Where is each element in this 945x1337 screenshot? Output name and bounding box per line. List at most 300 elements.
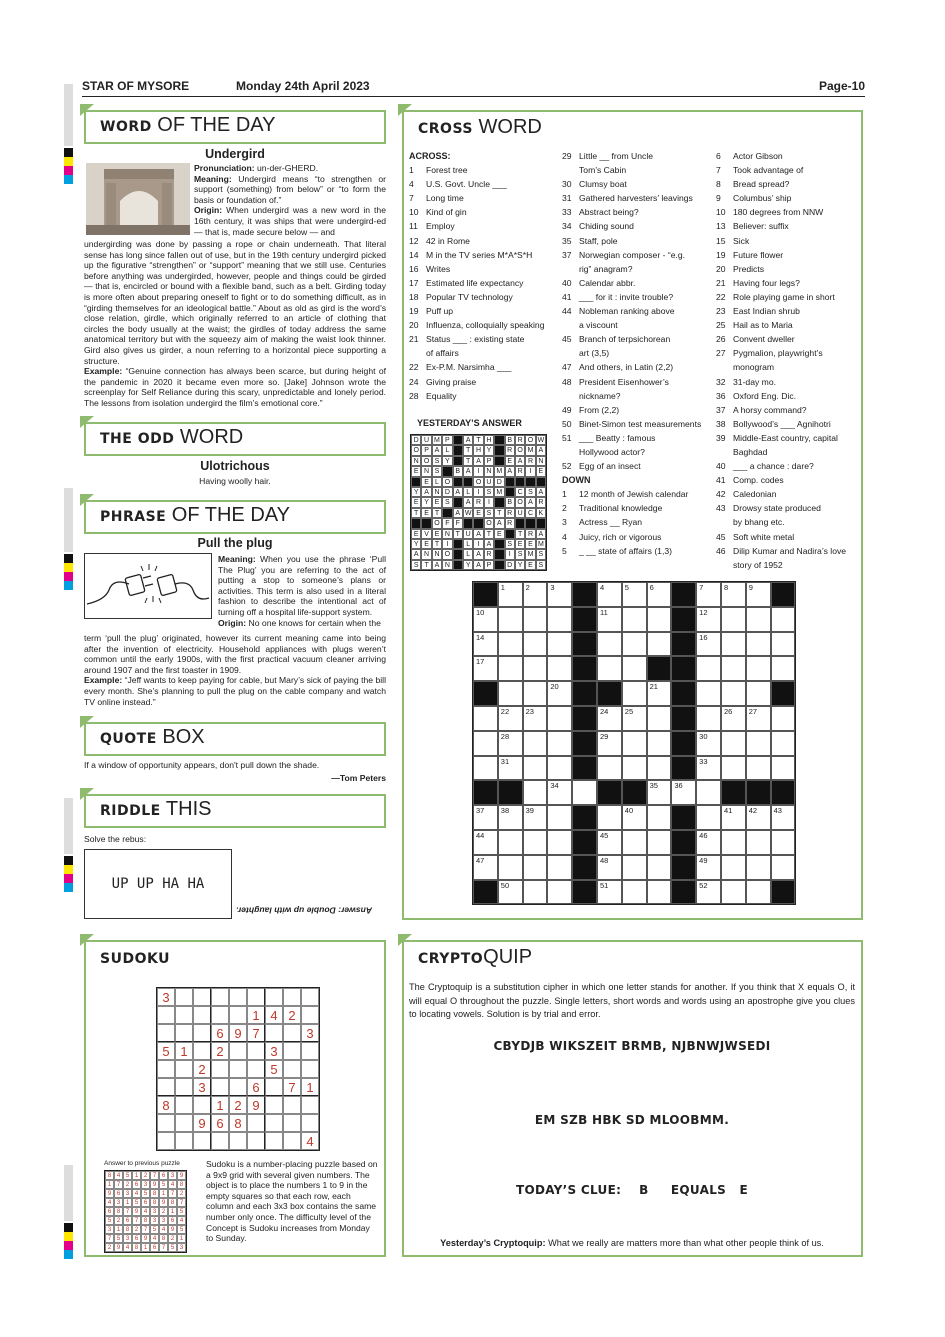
sudoku-cell: 9 [193, 1114, 211, 1132]
example-value: “Jeff wants to keep paying for cable, but Mary’s sick of paying the bill every month. She’s planning to pull the plug on the cable company and watch TV online instead.” [84, 675, 386, 707]
black-square [771, 681, 796, 706]
sudoku-cell[interactable] [211, 1132, 229, 1150]
clue-number: 19 [716, 249, 726, 260]
answer-letter: O [421, 456, 431, 466]
sudoku-cell[interactable] [229, 1006, 247, 1024]
sudoku-cell[interactable] [265, 1096, 283, 1114]
crossword-cell[interactable] [696, 830, 721, 855]
clue-text: Drowsy state produced [733, 503, 821, 514]
sudoku-cell[interactable] [157, 1114, 175, 1132]
prev-answer-cell: 8 [141, 1216, 150, 1225]
crossword-cell[interactable] [498, 656, 523, 681]
prev-answer-cell: 3 [105, 1225, 114, 1234]
crossword-cell[interactable] [523, 855, 548, 880]
sudoku-cell[interactable] [193, 1042, 211, 1060]
black-square [453, 435, 463, 445]
crossword-cell[interactable] [721, 656, 746, 681]
crossword-cell[interactable] [498, 582, 523, 607]
crossword-cell[interactable] [746, 805, 771, 830]
prev-answer-cell: 8 [150, 1189, 159, 1198]
crossword-cell[interactable] [696, 607, 721, 632]
section-title-big: WORD [473, 116, 542, 138]
sudoku-cell[interactable] [301, 1042, 319, 1060]
answer-letter: A [536, 487, 546, 497]
answer-letter: E [525, 539, 535, 549]
crossword-cell[interactable] [771, 706, 796, 731]
clue-number [716, 558, 733, 572]
crossword-cell[interactable] [647, 706, 672, 731]
crossword-cell[interactable] [547, 706, 572, 731]
crossword-cell[interactable] [622, 656, 647, 681]
sudoku-cell[interactable] [157, 1006, 175, 1024]
crossword-cell[interactable] [547, 582, 572, 607]
crossword-cell[interactable] [597, 756, 622, 781]
clue-number: 49 [562, 404, 572, 415]
sudoku-cell[interactable] [283, 988, 301, 1006]
origin-label: Origin: [194, 205, 223, 216]
sudoku-cell[interactable] [157, 1078, 175, 1096]
clue-number: 1 [562, 489, 567, 500]
prev-answer-cell: 8 [159, 1234, 168, 1243]
section-title-small: CROSS [418, 121, 473, 137]
crossword-cell[interactable] [721, 805, 746, 830]
sudoku-cell[interactable] [265, 1078, 283, 1096]
sudoku-cell: 3 [193, 1078, 211, 1096]
crossword-cell[interactable] [597, 731, 622, 756]
crossword-cell[interactable] [473, 805, 498, 830]
crossword-cell[interactable] [721, 681, 746, 706]
sudoku-cell[interactable] [175, 988, 193, 1006]
crossword-cell[interactable] [473, 830, 498, 855]
crossword-cell[interactable] [498, 681, 523, 706]
clue-number: 41 [562, 291, 572, 302]
clue-number [562, 346, 579, 360]
sudoku-cell[interactable] [157, 1132, 175, 1150]
clue-number [562, 389, 579, 403]
crossword-cell[interactable] [771, 632, 796, 657]
black-square [473, 780, 498, 805]
crossword-cell[interactable] [547, 780, 572, 805]
crossword-cell[interactable] [523, 880, 548, 905]
sudoku-cell[interactable] [193, 988, 211, 1006]
crossword-cell[interactable] [647, 632, 672, 657]
answer-letter: I [484, 497, 494, 507]
clue-text: 12 month of Jewish calendar [579, 489, 689, 500]
crossword-cell[interactable] [473, 706, 498, 731]
cell-number: 33 [699, 756, 708, 766]
crossword-cell[interactable] [671, 780, 696, 805]
black-square [721, 780, 746, 805]
sudoku-cell[interactable] [301, 1060, 319, 1078]
crossword-cell[interactable] [523, 780, 548, 805]
clue-text: Egg of an insect [579, 461, 641, 472]
crossword-cell[interactable] [622, 632, 647, 657]
crossword-cell[interactable] [597, 582, 622, 607]
crossword-cell[interactable] [696, 632, 721, 657]
sudoku-cell[interactable] [211, 988, 229, 1006]
answer-letter: E [525, 560, 535, 570]
answer-letter: E [515, 539, 525, 549]
crossword-cell[interactable] [771, 830, 796, 855]
crossword-cell[interactable] [597, 706, 622, 731]
crossword-cell[interactable] [746, 855, 771, 880]
prev-answer-cell: 9 [168, 1225, 177, 1234]
sudoku-cell[interactable] [175, 1132, 193, 1150]
crossword-cell[interactable] [547, 731, 572, 756]
sudoku-cell[interactable] [175, 1024, 193, 1042]
sudoku-cell[interactable] [229, 988, 247, 1006]
crossword-cell[interactable] [622, 830, 647, 855]
cell-number: 49 [699, 855, 708, 865]
crossword-cell[interactable] [622, 681, 647, 706]
clue-number: 26 [716, 334, 726, 345]
clue [409, 332, 559, 346]
answer-letter: S [484, 508, 494, 518]
crossword-cell[interactable] [622, 706, 647, 731]
prev-answer-cell: 9 [114, 1243, 123, 1252]
crossword-cell[interactable] [721, 880, 746, 905]
crossword-cell[interactable] [647, 780, 672, 805]
crossword-cell[interactable] [696, 805, 721, 830]
crossword-cell[interactable] [622, 880, 647, 905]
crossword-cell[interactable] [597, 805, 622, 830]
answer-letter: L [463, 549, 473, 559]
answer-letter: U [484, 477, 494, 487]
crossword-cell[interactable] [771, 805, 796, 830]
crossword-cell[interactable] [696, 656, 721, 681]
sudoku-cell: 1 [175, 1042, 193, 1060]
crossword-cell[interactable] [647, 880, 672, 905]
black-square [771, 880, 796, 905]
crossword-cell[interactable] [746, 632, 771, 657]
crossword-cell[interactable] [746, 656, 771, 681]
crossword-cell[interactable] [746, 607, 771, 632]
clue-number: 21 [409, 334, 419, 345]
sudoku-description: Sudoku is a number-placing puzzle based on a 9x9 grid with several given numbers. The object is to place the numbers 1 to 9 in the empty squares so that each row, each column and each 3x3 box contains the same number only once. The difficulty level of the Concept is Sudoku increases from Monday to Sunday. [206, 1159, 378, 1244]
crossword-cell[interactable] [746, 706, 771, 731]
clue-text: Abstract being? [579, 207, 639, 218]
crossword-cell[interactable] [523, 681, 548, 706]
answer-letter: A [505, 466, 515, 476]
crossword-cell[interactable] [696, 855, 721, 880]
clue [716, 234, 861, 248]
crossword-cell[interactable] [523, 706, 548, 731]
clue [716, 544, 861, 558]
crossword-cell[interactable] [547, 855, 572, 880]
sudoku-cell[interactable] [211, 1078, 229, 1096]
prev-answer-cell: 7 [141, 1225, 150, 1234]
crossword-grid [472, 581, 796, 905]
answer-letter: M [536, 539, 546, 549]
sudoku-cell[interactable] [265, 1132, 283, 1150]
answer-letter: A [536, 445, 546, 455]
sudoku-cell: 2 [283, 1006, 301, 1024]
answer-letter: I [505, 549, 515, 559]
crossword-cell[interactable] [473, 756, 498, 781]
sudoku-cell[interactable] [175, 1096, 193, 1114]
crossword-cell[interactable] [622, 855, 647, 880]
sudoku-cell[interactable] [301, 1096, 319, 1114]
black-square [671, 607, 696, 632]
crossword-cell[interactable] [771, 607, 796, 632]
sudoku-cell[interactable] [301, 988, 319, 1006]
crossword-cell[interactable] [721, 706, 746, 731]
crossword-cell[interactable] [746, 830, 771, 855]
crossword-cell[interactable] [721, 855, 746, 880]
section-title-small: THE ODD [100, 431, 175, 447]
crossword-cell[interactable] [547, 756, 572, 781]
cell-number: 25 [624, 706, 634, 716]
sudoku-cell[interactable] [247, 1042, 265, 1060]
crossword-cell[interactable] [523, 632, 548, 657]
clue [409, 234, 559, 248]
sudoku-cell[interactable] [193, 1096, 211, 1114]
sudoku-cell[interactable] [247, 1060, 265, 1078]
crossword-cell[interactable] [647, 756, 672, 781]
crossword-cell[interactable] [771, 855, 796, 880]
prev-answer-cell: 9 [132, 1207, 141, 1216]
crossword-cell[interactable] [523, 756, 548, 781]
cryptoquip-line-1: CBYDJB WIKSZEIT BRMB, NJBNWJWSEDI [493, 1039, 771, 1053]
clue-number: 32 [716, 376, 726, 387]
crossword-cell[interactable] [696, 731, 721, 756]
crossword-cell[interactable] [721, 830, 746, 855]
black-square [671, 756, 696, 781]
sudoku-cell[interactable] [193, 1024, 211, 1042]
crossword-cell[interactable] [597, 656, 622, 681]
sudoku-cell[interactable] [247, 1132, 265, 1150]
crossword-cell[interactable] [523, 830, 548, 855]
crossword-cell[interactable] [547, 805, 572, 830]
answer-letter: Y [411, 487, 421, 497]
black-square [473, 880, 498, 905]
crossword-cell[interactable] [771, 731, 796, 756]
crossword-cell[interactable] [746, 582, 771, 607]
crossword-cell[interactable] [547, 632, 572, 657]
sudoku-cell[interactable] [229, 1132, 247, 1150]
sudoku-cell[interactable] [193, 1006, 211, 1024]
cell-number: 39 [525, 806, 534, 816]
sudoku-cell[interactable] [175, 1060, 193, 1078]
answer-letter: E [411, 529, 421, 539]
prev-answer-cell: 5 [177, 1225, 186, 1234]
clue-text: Baghdad [733, 446, 768, 457]
black-square [473, 582, 498, 607]
crossword-cell[interactable] [597, 632, 622, 657]
sudoku-grid [156, 987, 320, 1151]
prev-answer-cell: 2 [159, 1207, 168, 1216]
crossword-cell[interactable] [647, 607, 672, 632]
crossword-cell[interactable] [597, 855, 622, 880]
clue-text: Bollywood’s ___ Agnihotri [733, 418, 831, 429]
clue-number: 14 [409, 249, 419, 260]
answer-letter: Y [463, 560, 473, 570]
cell-number: 7 [699, 583, 704, 592]
crossword-cell[interactable] [746, 731, 771, 756]
crossword-cell[interactable] [696, 582, 721, 607]
clue [716, 191, 861, 205]
sudoku-cell[interactable] [229, 1060, 247, 1078]
crossword-cell[interactable] [547, 607, 572, 632]
clue [409, 248, 559, 262]
answer-letter: E [411, 497, 421, 507]
black-square [421, 518, 431, 528]
crossword-cell[interactable] [498, 756, 523, 781]
crossword-cell[interactable] [547, 656, 572, 681]
sudoku-cell[interactable] [193, 1132, 211, 1150]
crossword-cell[interactable] [647, 731, 672, 756]
crossword-cell[interactable] [547, 880, 572, 905]
crossword-cell[interactable] [473, 855, 498, 880]
crossword-cell[interactable] [473, 607, 498, 632]
clue-number: 19 [409, 306, 419, 317]
prev-answer-cell: 1 [105, 1180, 114, 1189]
crossword-cell[interactable] [622, 582, 647, 607]
crossword-cell[interactable] [647, 855, 672, 880]
crossword-cell[interactable] [647, 830, 672, 855]
cell-number: 29 [599, 731, 609, 741]
crossword-cell[interactable] [721, 731, 746, 756]
crossword-cell[interactable] [498, 731, 523, 756]
clue-number: 35 [562, 235, 572, 246]
crossword-cell[interactable] [746, 681, 771, 706]
crossword-cell[interactable] [523, 805, 548, 830]
yesterday-cryptoquip [409, 1238, 855, 1249]
crossword-cell[interactable] [498, 632, 523, 657]
crossword-cell[interactable] [696, 756, 721, 781]
black-square [494, 435, 504, 445]
prev-answer-cell: 3 [150, 1207, 159, 1216]
crossword-cell[interactable] [647, 681, 672, 706]
clue-number: 24 [409, 376, 419, 387]
sudoku-cell[interactable] [211, 1006, 229, 1024]
prev-answer-cell: 6 [132, 1234, 141, 1243]
answer-letter: A [411, 549, 421, 559]
sudoku-cell[interactable] [265, 988, 283, 1006]
sudoku-cell[interactable] [265, 1114, 283, 1132]
clue-text: East Indian shrub [733, 306, 800, 317]
crossword-cell[interactable] [622, 607, 647, 632]
sudoku-cell[interactable] [247, 988, 265, 1006]
prev-answer-cell: 8 [168, 1198, 177, 1207]
sudoku-cell[interactable] [283, 1060, 301, 1078]
crossword-cell[interactable] [696, 880, 721, 905]
sudoku-cell: 8 [157, 1096, 175, 1114]
clue-text: Ex-P.M. Narsimha ___ [426, 362, 512, 373]
answer-letter: N [442, 560, 452, 570]
sudoku-cell: 1 [301, 1078, 319, 1096]
crossword-cell[interactable] [523, 731, 548, 756]
crossword-cell[interactable] [746, 756, 771, 781]
crossword-cell[interactable] [647, 582, 672, 607]
sudoku-cell[interactable] [211, 1060, 229, 1078]
crossword-cell[interactable] [597, 830, 622, 855]
clue [562, 445, 712, 459]
crossword-cell[interactable] [721, 607, 746, 632]
crossword-cell[interactable] [647, 805, 672, 830]
crossword-cell[interactable] [572, 780, 597, 805]
crossword-cell[interactable] [523, 656, 548, 681]
crossword-cell[interactable] [498, 706, 523, 731]
clue-number: 41 [716, 475, 726, 486]
sudoku-cell[interactable] [283, 1042, 301, 1060]
sudoku-cell[interactable] [175, 1006, 193, 1024]
sudoku-cell[interactable] [301, 1006, 319, 1024]
crossword-cell[interactable] [597, 607, 622, 632]
crossword-cell[interactable] [473, 731, 498, 756]
answer-letter: D [411, 435, 421, 445]
crossword-cell[interactable] [498, 880, 523, 905]
clue-text: a viscount [579, 320, 618, 331]
crossword-cell[interactable] [771, 756, 796, 781]
crossword-cell[interactable] [547, 681, 572, 706]
crossword-cell[interactable] [622, 805, 647, 830]
crossword-cell[interactable] [771, 656, 796, 681]
crossword-cell[interactable] [721, 756, 746, 781]
sudoku-cell[interactable] [157, 1024, 175, 1042]
cell-number: 44 [476, 830, 485, 840]
sudoku-cell: 1 [247, 1006, 265, 1024]
sudoku-cell[interactable] [157, 1060, 175, 1078]
sudoku-cell[interactable] [283, 1132, 301, 1150]
crossword-cell[interactable] [523, 582, 548, 607]
sudoku-cell[interactable] [175, 1114, 193, 1132]
crossword-cell[interactable] [498, 830, 523, 855]
sudoku-cell[interactable] [265, 1024, 283, 1042]
crossword-cell[interactable] [696, 780, 721, 805]
sudoku-cell[interactable] [301, 1114, 319, 1132]
crossword-cell[interactable] [547, 830, 572, 855]
crossword-cell[interactable] [597, 880, 622, 905]
crossword-cell[interactable] [622, 756, 647, 781]
sudoku-cell[interactable] [283, 1024, 301, 1042]
crossword-cell[interactable] [746, 880, 771, 905]
clue-text: Soft white metal [733, 531, 795, 542]
crossword-cell[interactable] [721, 582, 746, 607]
answer-letter: A [473, 549, 483, 559]
prev-answer-cell: 3 [159, 1216, 168, 1225]
crossword-cell[interactable] [696, 681, 721, 706]
crossword-cell[interactable] [473, 632, 498, 657]
clue [716, 515, 861, 529]
crossword-cell[interactable] [622, 731, 647, 756]
prev-answer-cell: 6 [132, 1180, 141, 1189]
sudoku-cell[interactable] [229, 1078, 247, 1096]
section-title-big: QUIP [483, 946, 533, 968]
prev-answer-cell: 1 [123, 1198, 132, 1207]
answer-letter: D [494, 477, 504, 487]
sudoku-cell[interactable] [283, 1096, 301, 1114]
answer-letter: L [432, 477, 442, 487]
clue [716, 501, 861, 515]
prev-answer-cell: 7 [114, 1180, 123, 1189]
crossword-cell[interactable] [498, 805, 523, 830]
crossword-cell[interactable] [721, 632, 746, 657]
answer-letter: A [515, 456, 525, 466]
sudoku-cell[interactable] [229, 1042, 247, 1060]
cell-number: 5 [624, 583, 629, 592]
sudoku-cell[interactable] [175, 1078, 193, 1096]
crossword-cell[interactable] [498, 607, 523, 632]
sudoku-cell[interactable] [247, 1114, 265, 1132]
crossword-cell[interactable] [498, 855, 523, 880]
answer-letter: V [421, 529, 431, 539]
crossword-cell[interactable] [523, 607, 548, 632]
crossword-cell[interactable] [473, 656, 498, 681]
sudoku-cell[interactable] [283, 1114, 301, 1132]
crossword-cell[interactable] [696, 706, 721, 731]
word-of-day-title-bar [84, 110, 386, 144]
